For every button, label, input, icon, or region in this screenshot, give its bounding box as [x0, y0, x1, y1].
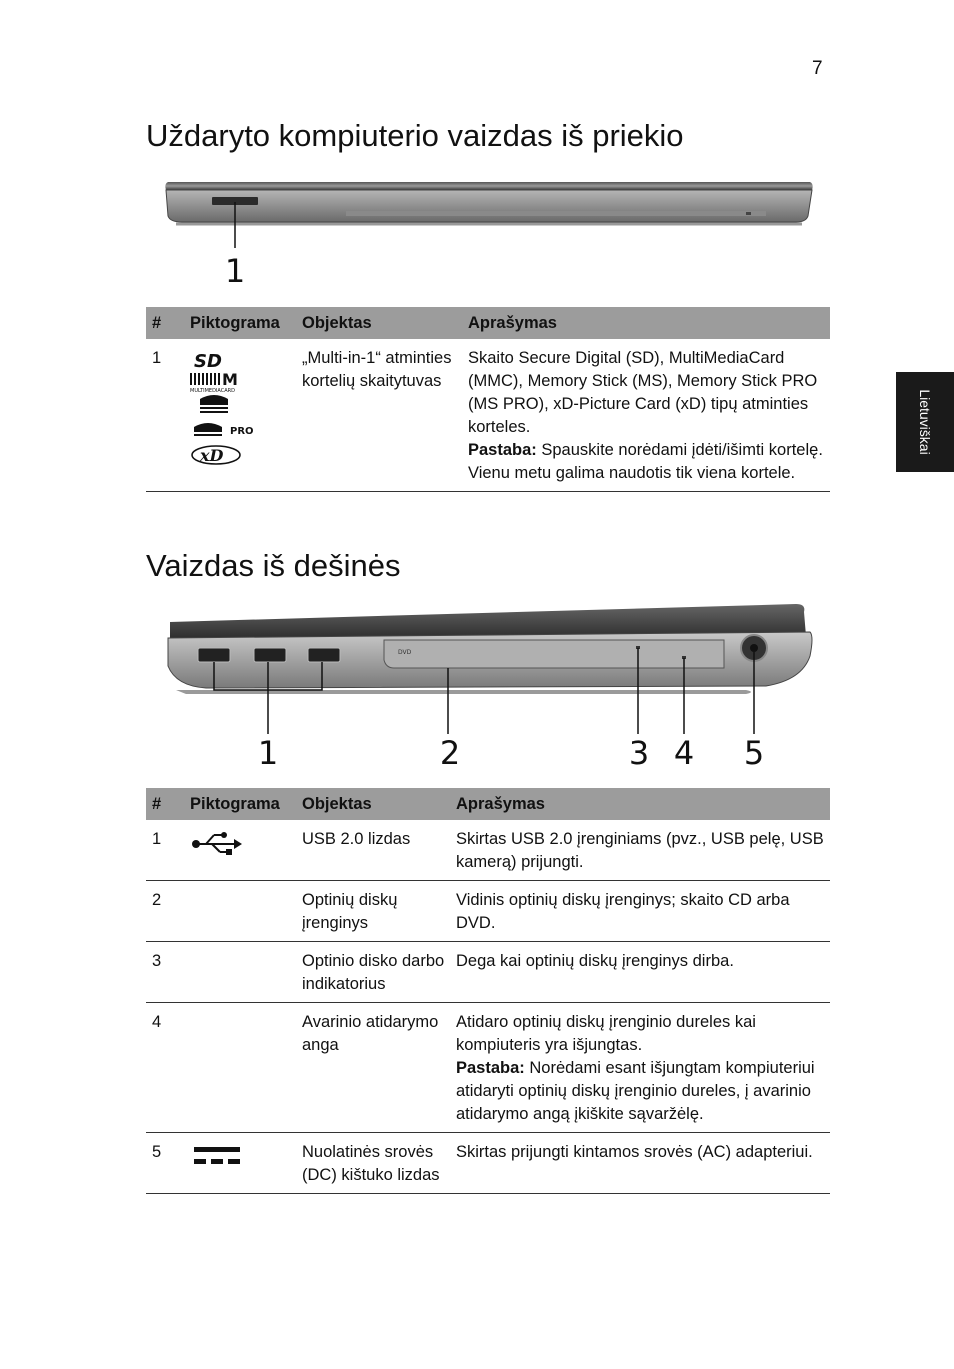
- table-row: [146, 820, 830, 881]
- row-object: Optinių diskų įrenginys: [298, 881, 452, 942]
- header-number: #: [146, 307, 186, 339]
- header-object: Objektas: [298, 307, 464, 339]
- header-icon: Piktograma: [186, 307, 298, 339]
- header-description: Aprašymas: [464, 307, 830, 339]
- language-tab: [896, 372, 954, 472]
- laptop-right-drawing: [146, 596, 830, 776]
- dc-symbol: [190, 1141, 246, 1171]
- ms-pro-logo-text: PRO: [230, 426, 254, 437]
- laptop-front-illustration: [146, 168, 830, 298]
- right-view-table: [146, 788, 830, 1194]
- row-description: [464, 339, 830, 492]
- usb-symbol: [190, 828, 246, 858]
- callout-right-2: 2: [439, 734, 461, 772]
- row-icon-empty: [186, 942, 298, 1003]
- row-description: Dega kai optinių diskų įrenginys dirba.: [452, 942, 830, 1003]
- description-text: Atidaro optinių diskų įrenginio dureles kai kompiuteris yra išjungtas.: [456, 1013, 756, 1054]
- header-icon: Piktograma: [186, 788, 298, 820]
- table-row: [146, 881, 830, 942]
- mmc-logo-text: MULTIMEDIACARD: [190, 388, 235, 394]
- table-header-row: [146, 788, 830, 820]
- front-view-table: [146, 307, 830, 492]
- row-object: Nuolatinės srovės (DC) kištuko lizdas: [298, 1133, 452, 1194]
- row-number: 4: [146, 1003, 186, 1133]
- callout-right-3: 3: [628, 734, 650, 772]
- table-row: [146, 1133, 830, 1194]
- svg-text:SD: SD: [194, 351, 222, 372]
- row-description: Vidinis optinių diskų įrenginys; skaito CD arba DVD.: [452, 881, 830, 942]
- table-row: [146, 339, 830, 492]
- laptop-front-drawing: [146, 168, 830, 298]
- row-object: „Multi-in-1“ atminties kortelių skaitytuvas: [298, 339, 464, 492]
- table-header-row: [146, 307, 830, 339]
- description-text: Skaito Secure Digital (SD), MultiMediaCard (MMC), Memory Stick (MS), Memory Stick PRO (MS PRO), xD-Picture Card (xD) tipų atminties korteles.: [468, 349, 818, 436]
- row-object: USB 2.0 lizdas: [298, 820, 452, 881]
- note-label: Pastaba:: [468, 441, 537, 459]
- laptop-right-illustration: [146, 596, 830, 776]
- dc-in-icon: [186, 1133, 298, 1194]
- usb-icon: [186, 820, 298, 881]
- note-text: Norėdami esant išjungtam kompiuteriui atidaryti optinių diskų įrenginio dureles, į avarinio atidarymo angą įkiškite sąvaržėlę.: [456, 1059, 815, 1123]
- callout-right-1: 1: [257, 734, 279, 772]
- header-number: #: [146, 788, 186, 820]
- svg-text:xD: xD: [200, 446, 224, 465]
- callout-front-1: 1: [224, 252, 246, 290]
- row-number: 1: [146, 820, 186, 881]
- callout-right-5: 5: [743, 734, 765, 772]
- section-title-right: Vaizdas iš dešinės: [146, 548, 401, 583]
- note-label: Pastaba:: [456, 1059, 525, 1077]
- memory-card-logos-drawing: [190, 347, 260, 467]
- row-icon-empty: [186, 1003, 298, 1133]
- row-icon-empty: [186, 881, 298, 942]
- callout-right-4: 4: [673, 734, 695, 772]
- row-object: Optinio disko darbo indikatorius: [298, 942, 452, 1003]
- section-title-front: Uždaryto kompiuterio vaizdas iš priekio: [146, 118, 684, 153]
- header-object: Objektas: [298, 788, 452, 820]
- table-row: [146, 1003, 830, 1133]
- memory-card-logos-icon: [186, 339, 298, 492]
- svg-text:DVD: DVD: [398, 649, 412, 656]
- row-number: 1: [146, 339, 186, 492]
- header-description: Aprašymas: [452, 788, 830, 820]
- row-number: 5: [146, 1133, 186, 1194]
- page-number: 7: [812, 58, 823, 79]
- note-text: Spauskite norėdami įdėti/išimti kortelę. Vienu metu galima naudotis tik viena kortele.: [468, 441, 823, 482]
- row-object: Avarinio atidarymo anga: [298, 1003, 452, 1133]
- row-description: Skirtas prijungti kintamos srovės (AC) adapteriui.: [452, 1133, 830, 1194]
- row-description: [452, 1003, 830, 1133]
- row-number: 3: [146, 942, 186, 1003]
- table-row: [146, 942, 830, 1003]
- language-tab-label: Lietuviškai: [917, 389, 933, 455]
- row-description: Skirtas USB 2.0 įrenginiams (pvz., USB pelę, USB kamerą) prijungti.: [452, 820, 830, 881]
- row-number: 2: [146, 881, 186, 942]
- svg-text:M: M: [222, 370, 238, 389]
